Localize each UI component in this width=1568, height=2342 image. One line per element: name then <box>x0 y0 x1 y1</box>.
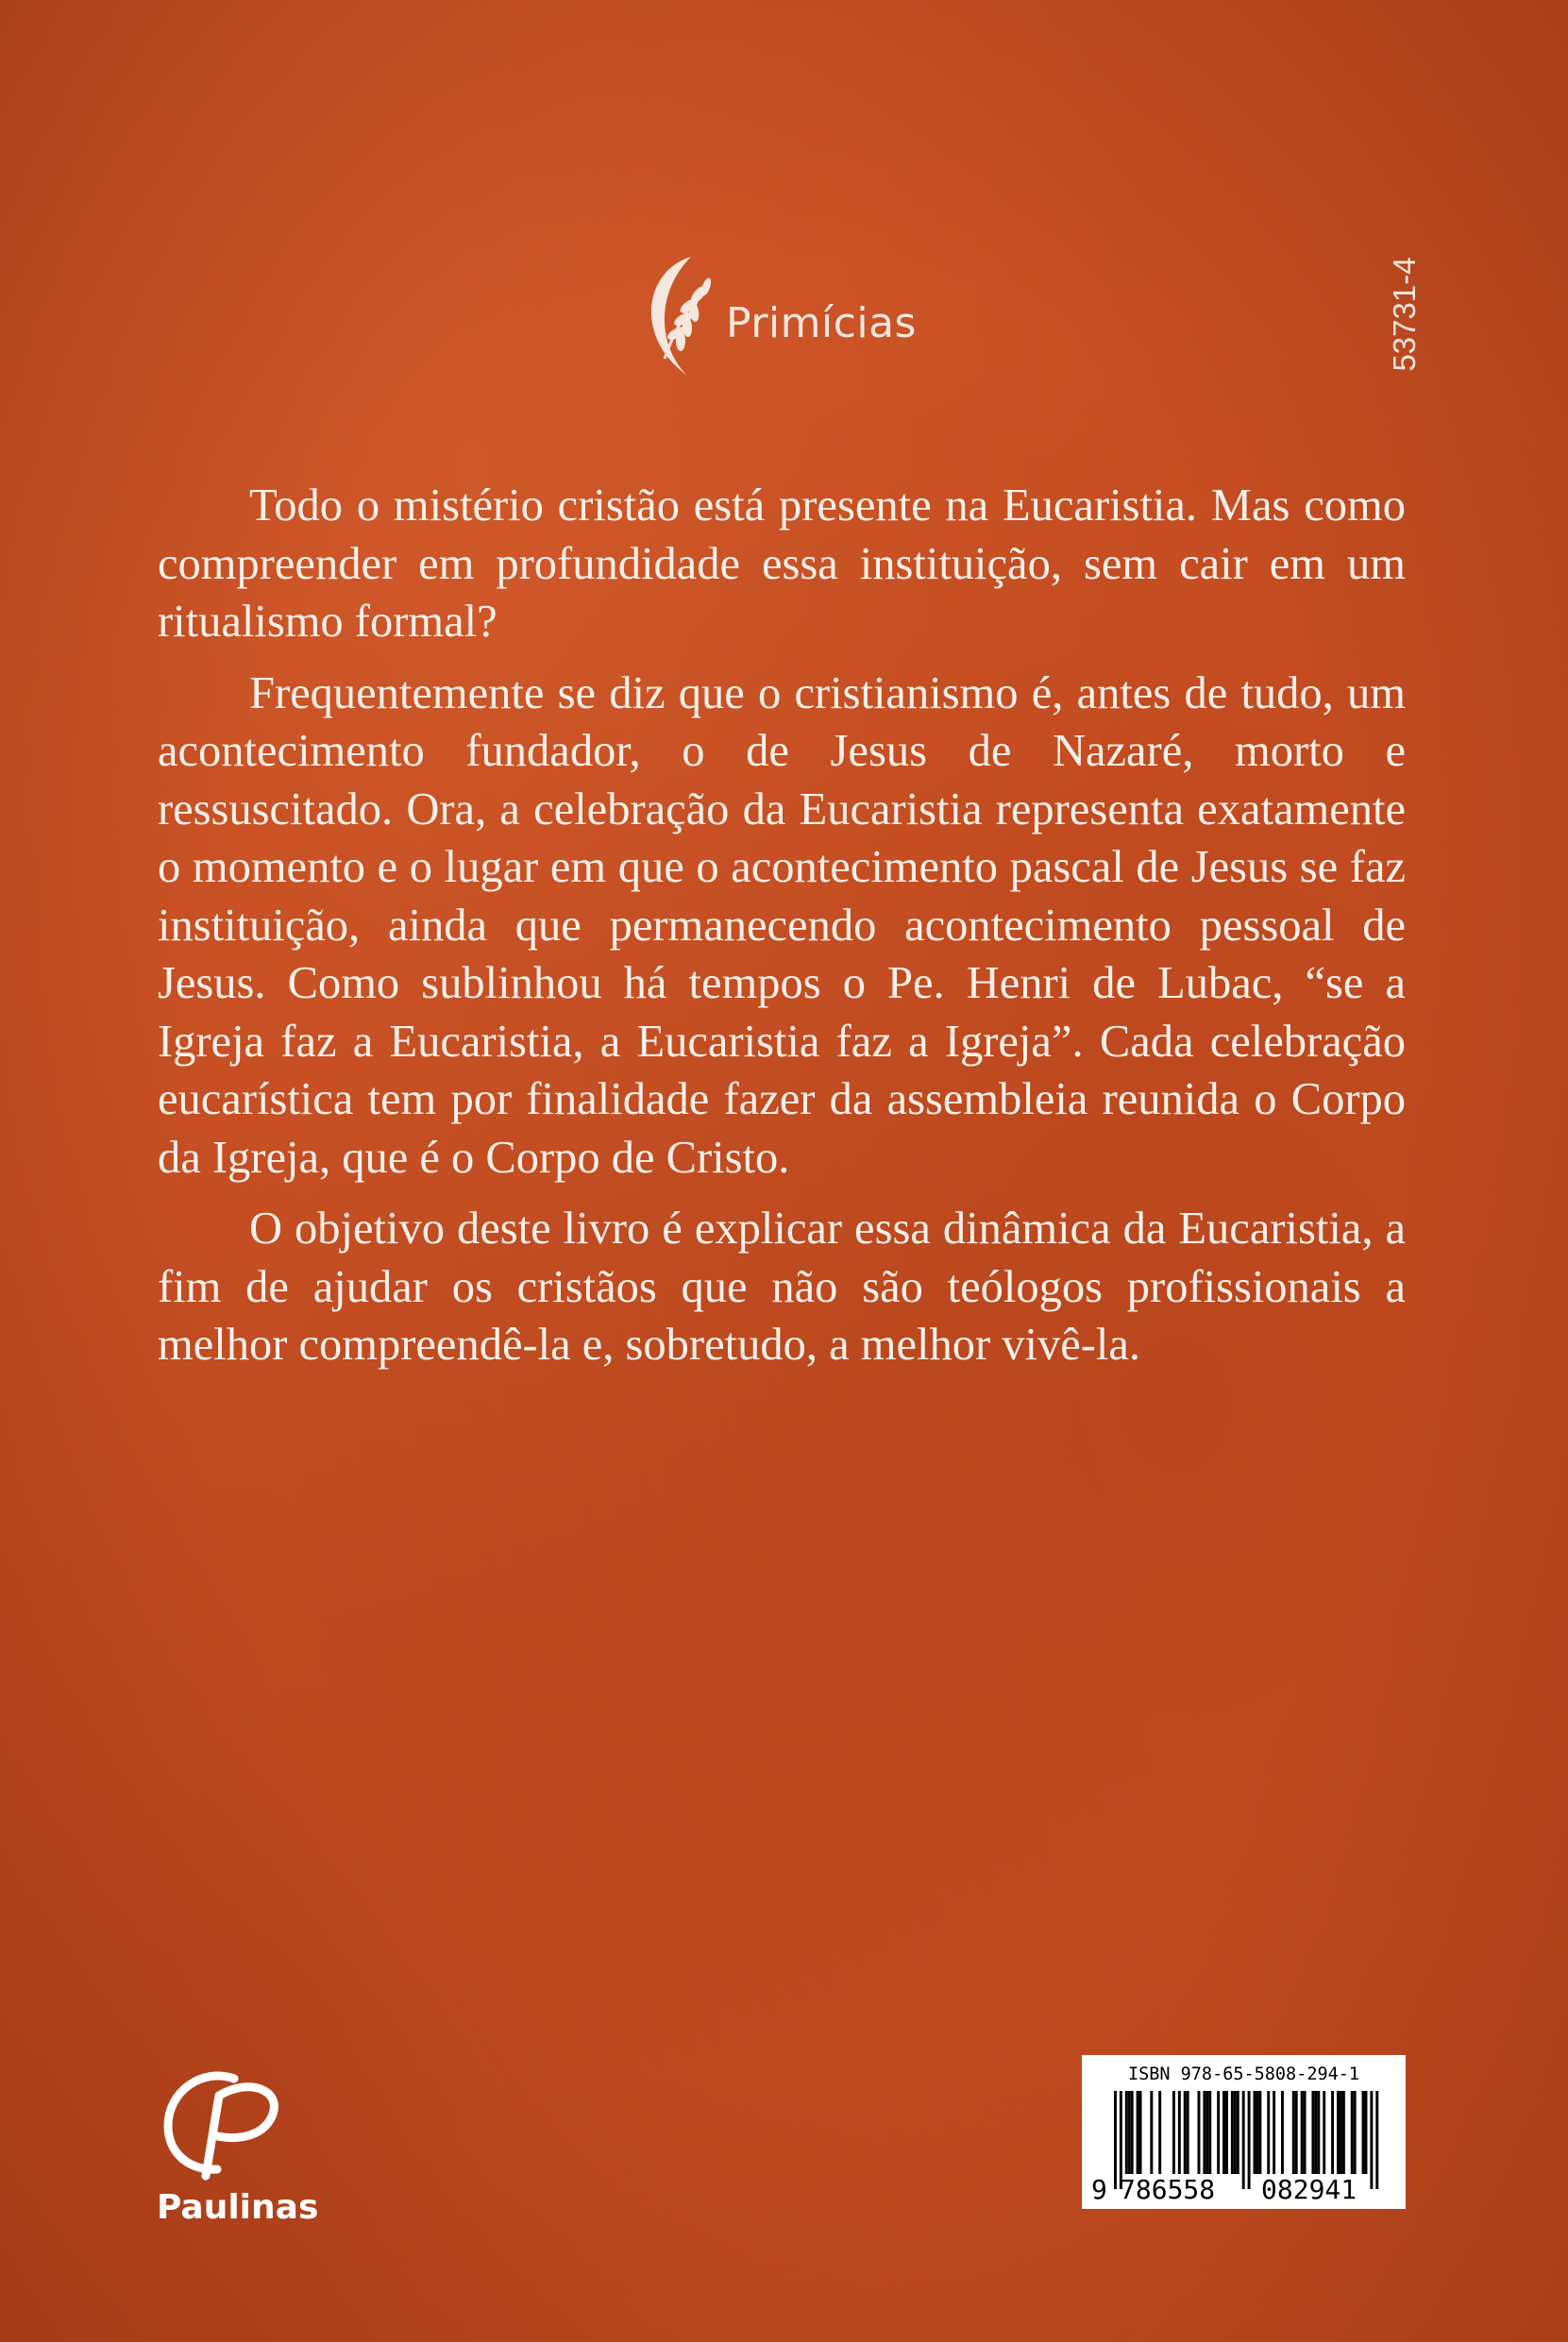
publisher-logo <box>151 2058 340 2247</box>
barcode-bar <box>1254 2091 1256 2174</box>
product-code-text: 53731-4 <box>1387 257 1422 372</box>
blurb-paragraph-1: Todo o mistério cristão está presente na Eucaristia. Mas como compreender em profundidade essa instituição, sem cair em um ritualismo formal? <box>158 480 1406 647</box>
barcode-bar <box>1258 2091 1261 2174</box>
barcode-bar <box>1351 2091 1354 2174</box>
isbn-label: ISBN 978-65-5808-294-1 <box>1127 2064 1360 2084</box>
barcode-digit-first: 9 <box>1091 2174 1107 2205</box>
barcode-bar <box>1340 2091 1342 2174</box>
barcode-bar <box>1295 2091 1298 2174</box>
barcode-bar <box>1237 2091 1239 2174</box>
barcode-bar <box>1208 2091 1211 2174</box>
barcode-bar <box>1231 2091 1234 2174</box>
barcode-bar <box>1354 2091 1357 2174</box>
barcode-bar <box>1365 2091 1368 2174</box>
barcode-digits-right: 082941 <box>1261 2174 1357 2205</box>
blurb-paragraph-3: O objetivo deste livro é explicar essa dinâmica da Eucaristia, a fim de ajudar os cristãos que não são teólogos profissionais a melhor compreendê-la e, sobretudo, a melhor vivê-la. <box>158 1204 1406 1370</box>
barcode-bar <box>1331 2091 1334 2174</box>
barcode-bar <box>1267 2091 1270 2174</box>
barcode-bar <box>1314 2091 1317 2174</box>
barcode-digits-left: 786558 <box>1120 2174 1216 2205</box>
barcode-bar <box>1203 2091 1206 2174</box>
barcode-bar <box>1198 2091 1201 2174</box>
barcode-bar <box>1362 2091 1365 2174</box>
barcode-bar <box>1323 2091 1325 2174</box>
barcode-bar <box>1281 2091 1284 2174</box>
barcode-bar <box>1187 2091 1189 2174</box>
barcode-bar <box>1184 2091 1187 2174</box>
wheat-crescent-icon <box>634 247 738 389</box>
barcode-bar <box>1234 2091 1237 2174</box>
barcode-bar <box>1222 2091 1225 2174</box>
isbn-barcode <box>1082 2055 1406 2209</box>
barcode-bar <box>1301 2091 1304 2174</box>
barcode-bar <box>1304 2091 1307 2174</box>
barcode-bar <box>1128 2091 1131 2174</box>
barcode-bar <box>1125 2091 1128 2174</box>
barcode-bar <box>1158 2091 1161 2174</box>
barcode-bar <box>1311 2091 1314 2174</box>
barcode-bar <box>1292 2091 1295 2174</box>
barcode-bar <box>1217 2091 1220 2174</box>
barcode-bar <box>1150 2091 1153 2174</box>
barcode-bar <box>1225 2091 1228 2174</box>
paulinas-cp-logo-icon <box>151 2058 293 2190</box>
barcode-bar <box>1131 2091 1134 2174</box>
barcode-bar <box>1137 2091 1139 2174</box>
barcode-bar <box>1337 2091 1340 2174</box>
imprint-name: Primícias <box>726 299 917 347</box>
barcode-bar <box>1206 2091 1208 2174</box>
barcode-bar <box>1256 2091 1258 2174</box>
product-code <box>1381 253 1428 376</box>
blurb-paragraph-2: Frequentemente se diz que o cristianismo é, antes de tudo, um acontecimento fundador, o de Jesus de Nazaré, morto e ressuscitado. Ora, a celebração da Eucaristia representa exatamente o momento e o lugar em que o acontecimento pascal de Jesus se faz instituição, ainda que permanecendo acontecimento pessoal de Jesus. Como sublinhou há tempos o Pe. Henri de Lubac, “se a Igreja faz a Eucaristia, a Eucaristia faz a Igreja”. Cada celebração eucarística tem por finalidade fazer da assembleia reunida o Corpo da Igreja, que é o Corpo de Cristo. <box>158 667 1406 1183</box>
publisher-name: Paulinas <box>157 2188 319 2227</box>
blurb-text <box>158 477 1406 1388</box>
barcode-digits <box>1082 2174 1406 2206</box>
barcode-bar <box>1273 2091 1275 2174</box>
barcode-bar <box>1178 2091 1181 2174</box>
imprint-logo <box>634 247 946 398</box>
barcode-bar <box>1139 2091 1142 2174</box>
barcode-bar <box>1172 2091 1175 2174</box>
barcode-bar <box>1342 2091 1345 2174</box>
barcode-bar <box>1317 2091 1320 2174</box>
